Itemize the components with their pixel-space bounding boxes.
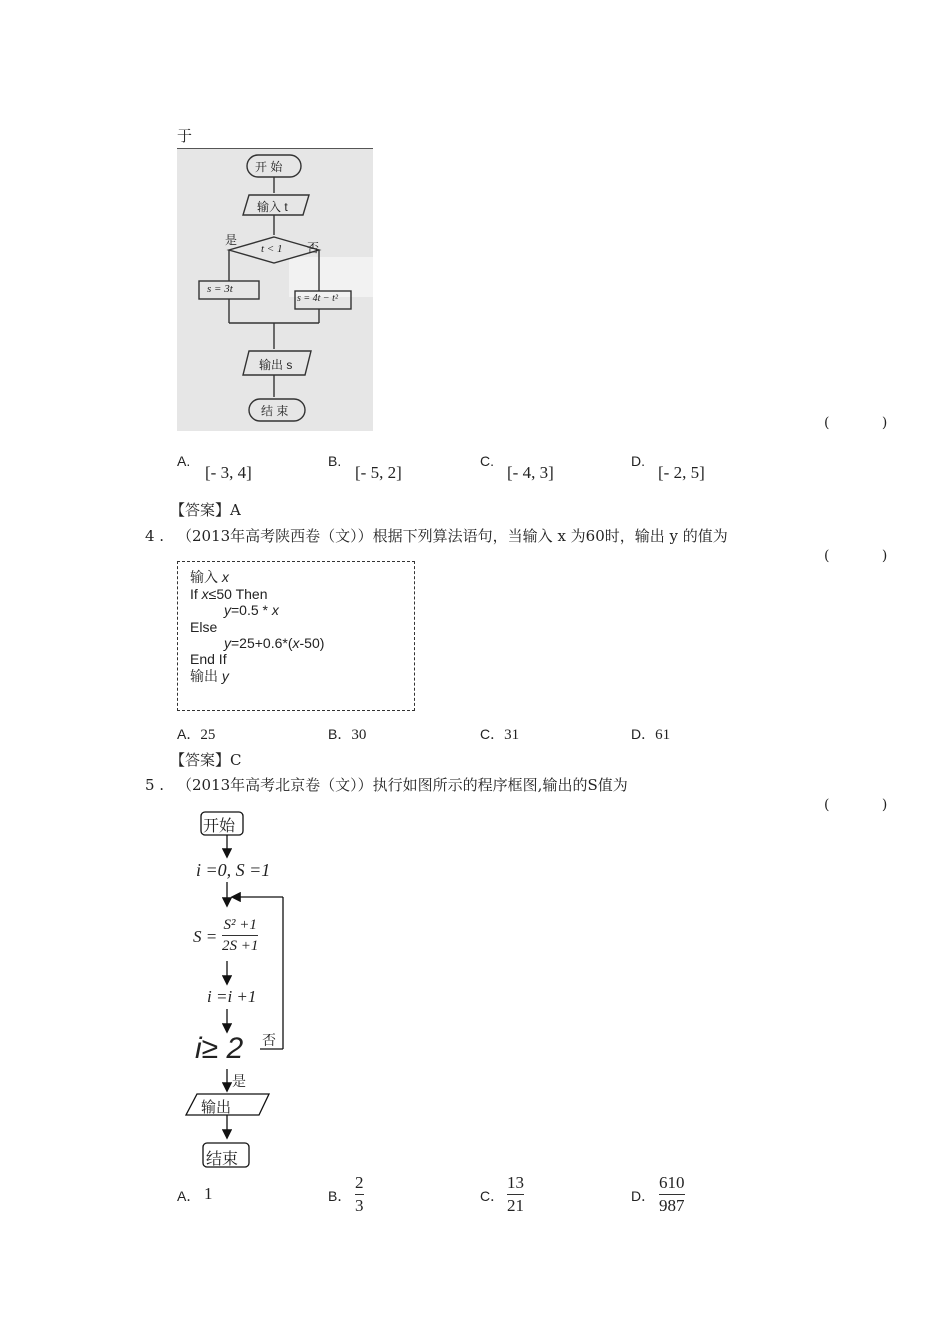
q4-code-line-6: End If (190, 651, 227, 667)
q3-option-c-letter: C. (480, 453, 494, 469)
q5-flow-yes-label: 是 (232, 1073, 246, 1089)
q3-lead-text: 于 (177, 127, 193, 145)
q5-answer-bracket: ( ) (824, 797, 912, 813)
q5-flow-start: 开始 (203, 818, 236, 835)
q5-flow-output: 输出 (201, 1099, 232, 1116)
q4-code-line-1: 输入 x (190, 569, 229, 585)
q4-number: 4 . (145, 527, 165, 545)
q5-option-a-value: 1 (204, 1184, 213, 1203)
q4-code-line-2: If x≤50 Then (190, 586, 268, 602)
q3-option-d-letter: D. (631, 453, 645, 469)
q4-code-box (177, 561, 415, 711)
q4-option-d: D．61 (631, 726, 671, 743)
q5-stem: （2013年高考北京卷（文））执行如图所示的程序框图,输出的S值为 (177, 776, 628, 794)
q5-flow-assign-lhs: S = (193, 927, 218, 946)
q5-option-c-fraction: $\frac{13}{21}$ (507, 1173, 524, 1215)
q3-option-a-value: [- 3, 4] (205, 463, 252, 482)
q3-option-a-letter: A. (177, 453, 191, 469)
q5-option-b-fraction: $\frac{2}{3}$ (355, 1173, 364, 1215)
q4-code-line-7: 输出 y (190, 668, 229, 684)
q5-option-d-fraction: $\frac{610}{987}$ (659, 1173, 685, 1215)
q5-option-b-letter: B． (328, 1188, 352, 1204)
q3-flow-left-box: s = 3t (207, 283, 233, 295)
q4-answer: 【答案】C (170, 751, 242, 769)
q3-flow-condition: t < 1 (261, 243, 283, 255)
q4-code-line-5: y=25+0.6*(x-50) (224, 635, 325, 651)
q3-flow-right-box: s = 4t − t² (297, 293, 338, 304)
q3-option-c-value: [- 4, 3] (507, 463, 554, 482)
q3-flow-end: 结 束 (261, 404, 289, 418)
q5-flow-increment: i =i +1 (207, 987, 257, 1006)
q3-option-b-value: [- 5, 2] (355, 463, 402, 482)
q3-flow-no-label: 否 (307, 241, 320, 255)
q3-option-d-value: [- 2, 5] (658, 463, 705, 482)
q5-option-d-letter: D． (631, 1188, 656, 1204)
q3-option-b-letter: B. (328, 453, 342, 469)
q4-answer-bracket: ( ) (824, 548, 912, 564)
q4-option-b: B．30 (328, 726, 367, 743)
q4-code-line-3: y=0.5 * x (224, 602, 279, 618)
q5-flow-no-label: 否 (262, 1032, 276, 1048)
q4-option-c: C．31 (480, 726, 520, 743)
q5-flow-end: 结束 (206, 1151, 239, 1168)
q4-option-a: A．25 (177, 726, 216, 743)
q5-option-c-letter: C． (480, 1188, 505, 1204)
q3-flow-input: 输入 t (257, 200, 288, 214)
q4-code-line-4: Else (190, 619, 218, 635)
q5-flow-assign-fraction: $\frac{\text{S² +1}}{2S +1}$ (222, 917, 259, 954)
q3-answer: 【答案】A (170, 501, 241, 519)
q3-answer-bracket: ( ) (824, 415, 912, 431)
q5-number: 5 . (145, 776, 165, 794)
q5-flow-condition: i≥ 2 (195, 1032, 244, 1065)
q3-flow-start: 开 始 (255, 160, 283, 174)
q3-flowchart-scan (177, 148, 373, 431)
q3-flow-output: 输出 s (259, 358, 293, 372)
q3-flow-yes-label: 是 (225, 233, 238, 247)
q5-flow-init: i =0, S =1 (196, 860, 271, 880)
q4-stem: （2013年高考陕西卷（文））根据下列算法语句，当输入 x 为60时，输出 y 的值为 (177, 527, 728, 545)
q5-option-a-letter: A． (177, 1188, 201, 1204)
